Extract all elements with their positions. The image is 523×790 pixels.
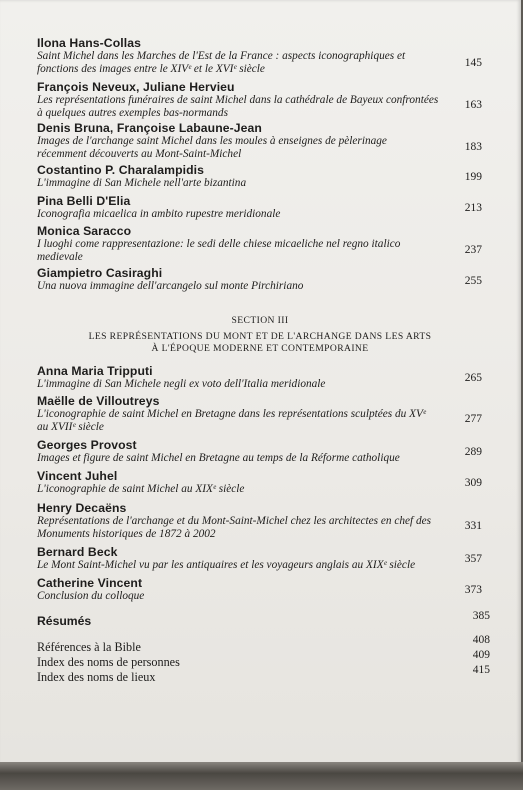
entry-page-number: 277 [464, 413, 482, 425]
entry-title: L'immagine di San Michele negli ex voto dell'Italia meridionale [37, 378, 326, 390]
entry-page-number: 199 [464, 171, 482, 183]
entry-author: Monica Saracco [37, 224, 132, 238]
entry-author: Ilona Hans-Collas [37, 36, 141, 50]
entry-title: Le Mont Saint-Michel vu par les antiquaires et les voyageurs anglais au XIXᵉ siècle [37, 559, 416, 571]
entry-page-number: 265 [464, 372, 482, 384]
back-matter-page: 415 [472, 664, 490, 676]
back-matter-page: 385 [472, 610, 490, 622]
entry-page-number: 163 [464, 99, 482, 111]
entry-page-number: 309 [464, 477, 482, 489]
back-matter-label: Références à la Bible [37, 640, 141, 654]
entry-page-number: 145 [464, 57, 482, 69]
back-matter-label: Index des noms de lieux [37, 670, 156, 684]
entry-author: Anna Maria Tripputi [37, 364, 153, 378]
entry-page-number: 237 [464, 244, 482, 256]
entry-title: Conclusion du colloque [37, 590, 145, 602]
back-matter-label: Résumés [37, 614, 92, 628]
entry-page-number: 213 [464, 202, 482, 214]
entry-title: Saint Michel dans les Marches de l'Est de la France : aspects iconographiques et fonctions des images entre le XIVᵉ et le XVIᵉ siècle [37, 50, 406, 75]
entry-title: Una nuova immagine dell'arcangelo sul monte Pirchiriano [37, 280, 304, 292]
back-matter-label: Index des noms de personnes [37, 655, 180, 669]
entry-author: Catherine Vincent [37, 576, 143, 590]
entry-page-number: 331 [464, 520, 482, 532]
entry-page-number: 255 [464, 275, 482, 287]
entry-title: Iconografia micaelica in ambito rupestre meridionale [37, 208, 281, 220]
section-title-line-1: LES REPRÉSENTATIONS DU MONT ET DE L'ARCHANGE DANS LES ARTS [88, 331, 432, 342]
entry-author: Giampietro Casiraghi [37, 266, 163, 280]
entry-page-number: 289 [464, 446, 482, 458]
entry-author: Henry Decaëns [37, 501, 127, 515]
back-matter-page: 408 [472, 634, 490, 646]
entry-author: Costantino P. Charalampidis [37, 163, 205, 177]
entry-page-number: 183 [464, 141, 482, 153]
entry-title: I luoghi come rappresentazione: le sedi delle chiese micaeliche nel regno italico medievale [37, 238, 401, 263]
book-edge [0, 762, 523, 790]
entry-title: Les représentations funéraires de saint Michel dans la cathédrale de Bayeux confrontées à quelques autres exemples bas-normands [37, 94, 439, 119]
section-label: SECTION III [231, 315, 289, 326]
entry-author: François Neveux, Juliane Hervieu [37, 80, 235, 94]
back-matter-page: 409 [472, 649, 490, 661]
entry-author: Georges Provost [37, 438, 137, 452]
entry-title: L'iconographie de saint Michel au XIXᵉ siècle [37, 483, 245, 495]
entry-author: Denis Bruna, Françoise Labaune-Jean [37, 121, 262, 135]
entry-author: Pina Belli D'Elia [37, 194, 131, 208]
entry-title: L'iconographie de saint Michel en Bretagne dans les représentations sculptées du XVᵉ au XVIIᵉ siècle [37, 408, 426, 433]
entry-title: Images et figure de saint Michel en Bretagne au temps de la Réforme catholique [37, 452, 400, 464]
entry-title: Représentations de l'archange et du Mont-Saint-Michel chez les architectes en chef des Monuments historiques de 1872 à 2002 [37, 515, 432, 540]
entry-author: Bernard Beck [37, 545, 118, 559]
entry-page-number: 357 [464, 553, 482, 565]
entry-title: L'immagine di San Michele nell'arte bizantina [37, 177, 247, 189]
entry-page-number: 373 [464, 584, 482, 596]
entry-title: Images de l'archange saint Michel dans les moules à enseignes de pèlerinage récemment découverts au Mont-Saint-Michel [37, 135, 387, 160]
section-title-line-2: À L'ÉPOQUE MODERNE ET CONTEMPORAINE [151, 343, 369, 354]
entry-author: Vincent Juhel [37, 469, 118, 483]
entry-author: Maëlle de Villoutreys [37, 394, 160, 408]
